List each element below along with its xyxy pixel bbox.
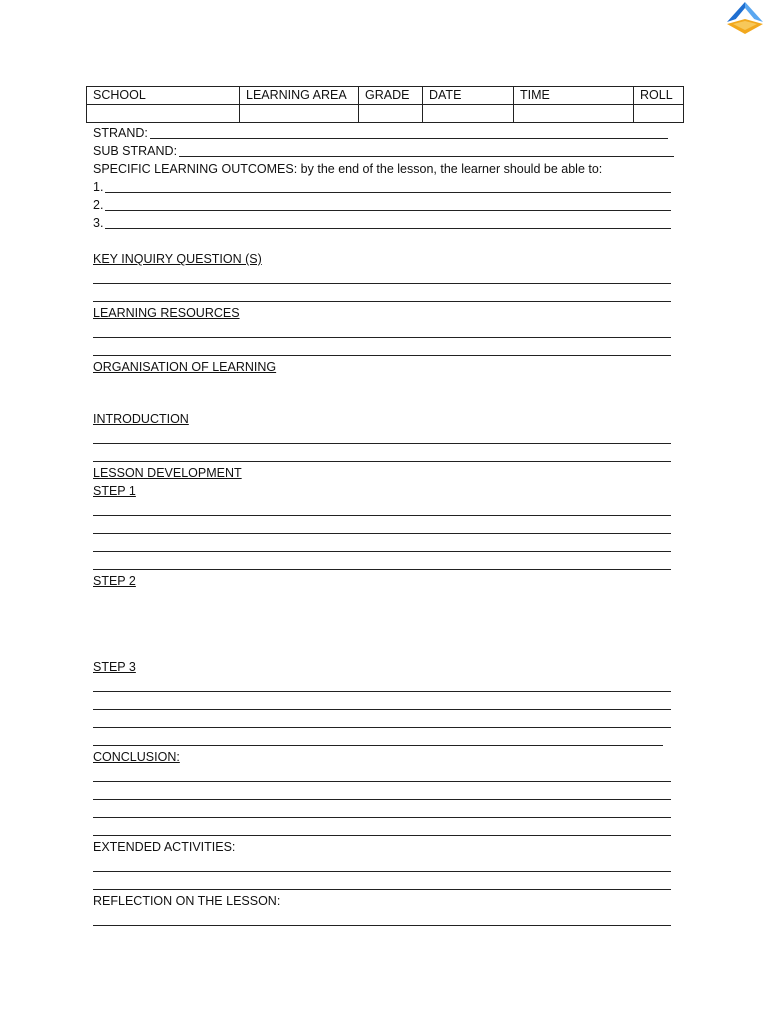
answer-line[interactable] [93, 766, 673, 784]
answer-line[interactable] [93, 694, 673, 712]
answer-line[interactable] [93, 712, 673, 730]
strand-label: STRAND: [93, 126, 148, 140]
answer-line[interactable] [93, 554, 673, 572]
form-body [93, 124, 673, 928]
answer-line[interactable] [93, 820, 673, 838]
time-cell[interactable] [514, 105, 634, 123]
header-date: DATE [423, 87, 514, 105]
header-learning-area: LEARNING AREA [240, 87, 359, 105]
outcome-3-row[interactable] [93, 214, 671, 232]
learning-resources-heading: LEARNING RESOURCES [93, 306, 240, 320]
answer-line[interactable] [93, 676, 673, 694]
strand-row[interactable] [93, 124, 668, 142]
logo-icon [723, 0, 767, 36]
outcome-2-row[interactable] [93, 196, 671, 214]
answer-line[interactable] [93, 268, 673, 286]
answer-line[interactable] [93, 536, 673, 554]
header-table [86, 86, 684, 123]
step-1-heading: STEP 1 [93, 484, 136, 498]
outcome-3-label: 3. [93, 216, 104, 230]
grade-cell[interactable] [359, 105, 423, 123]
answer-line[interactable] [93, 910, 673, 928]
reflection-heading: REFLECTION ON THE LESSON: [93, 894, 281, 908]
organisation-heading: ORGANISATION OF LEARNING [93, 360, 277, 374]
step-3-heading: STEP 3 [93, 660, 136, 674]
key-inquiry-heading: KEY INQUIRY QUESTION (S) [93, 252, 262, 266]
answer-line[interactable] [93, 500, 673, 518]
step-2-heading: STEP 2 [93, 574, 136, 588]
answer-line[interactable] [93, 730, 673, 748]
conclusion-heading: CONCLUSION: [93, 750, 180, 764]
answer-line[interactable] [93, 784, 673, 802]
introduction-heading: INTRODUCTION [93, 412, 189, 426]
answer-line[interactable] [93, 856, 673, 874]
answer-line[interactable] [93, 340, 673, 358]
outcomes-intro: SPECIFIC LEARNING OUTCOMES: by the end of the lesson, the learner should be able to: [93, 162, 603, 176]
answer-line[interactable] [93, 874, 673, 892]
answer-line[interactable] [93, 446, 673, 464]
answer-line[interactable] [93, 322, 673, 340]
header-school: SCHOOL [87, 87, 240, 105]
answer-line[interactable] [93, 518, 673, 536]
date-cell[interactable] [423, 105, 514, 123]
header-time: TIME [514, 87, 634, 105]
answer-line[interactable] [93, 428, 673, 446]
outcome-1-row[interactable] [93, 178, 671, 196]
school-cell[interactable] [87, 105, 240, 123]
answer-line[interactable] [93, 286, 673, 304]
header-grade: GRADE [359, 87, 423, 105]
header-roll: ROLL [634, 87, 684, 105]
sub-strand-row[interactable] [93, 142, 674, 160]
outcome-1-label: 1. [93, 180, 104, 194]
extended-activities-heading: EXTENDED ACTIVITIES: [93, 840, 236, 854]
roll-cell[interactable] [634, 105, 684, 123]
lesson-development-heading: LESSON DEVELOPMENT [93, 466, 242, 480]
learning-area-cell[interactable] [240, 105, 359, 123]
lesson-plan-form [86, 86, 682, 123]
answer-line[interactable] [93, 802, 673, 820]
sub-strand-label: SUB STRAND: [93, 144, 178, 158]
outcome-2-label: 2. [93, 198, 104, 212]
